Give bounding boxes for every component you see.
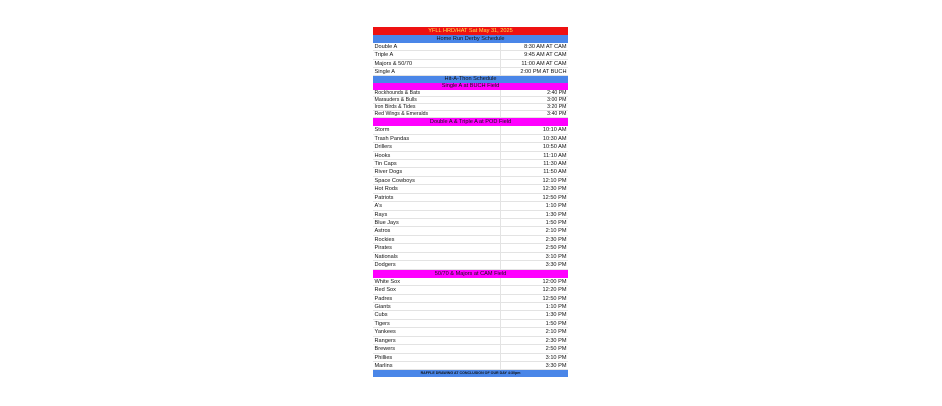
team-name: Nationals (373, 253, 501, 260)
time-slot: 12:50 PM (542, 295, 567, 302)
team-name: Cubs (373, 311, 501, 318)
table-row (373, 219, 568, 227)
time-slot: 9:45 AM AT CAM (524, 52, 567, 59)
team-name: Giants (373, 303, 501, 310)
time-slot: 11:00 AM AT CAM (521, 60, 567, 67)
majors-5070-header: 50/70 & Majors at CAM Field (373, 270, 568, 278)
time-slot: 3:20 PM (547, 104, 567, 111)
team-name: Red Wings & Emeralds (373, 111, 501, 117)
time-slot: 1:50 PM (545, 220, 567, 226)
table-row (373, 236, 568, 244)
raffle-footer: RAFFLE DRAWING AT CONCLUSION OF OUR DAY 4:30pm (373, 370, 568, 377)
majors-5070-table (373, 278, 568, 371)
team-name: Padres (373, 295, 501, 302)
team-name: Hooks (373, 152, 501, 159)
table-row (373, 337, 568, 345)
table-row (373, 295, 568, 303)
table-row (373, 354, 568, 362)
schedule-sheet (373, 27, 568, 377)
table-row (373, 362, 568, 370)
team-name: Rays (373, 211, 501, 218)
team-name: White Sox (373, 278, 501, 285)
table-row (373, 202, 568, 210)
team-name: Yankees (373, 328, 501, 335)
table-row (373, 90, 568, 97)
table-row (373, 211, 568, 219)
table-row (373, 68, 568, 76)
time-slot: 8:30 AM AT CAM (524, 44, 567, 50)
team-name: Pirates (373, 244, 501, 251)
team-name: Phillies (373, 354, 501, 361)
single-a-header: Single A at BUCH Field (373, 83, 568, 90)
time-slot: 2:00 PM AT BUCH (520, 68, 567, 75)
table-row (373, 328, 568, 336)
time-slot: 10:50 AM (542, 144, 567, 151)
team-name: Red Sox (373, 286, 501, 293)
team-name: Blue Jays (373, 219, 501, 226)
table-row (373, 261, 568, 269)
team-name: Storm (373, 126, 501, 133)
time-slot: 3:30 PM (545, 262, 567, 269)
team-name: Single A (373, 68, 501, 75)
time-slot: 2:10 PM (545, 228, 567, 235)
time-slot: 2:50 PM (545, 245, 567, 252)
table-row (373, 126, 568, 134)
table-row (373, 111, 568, 118)
table-row (373, 51, 568, 59)
time-slot: 3:30 PM (545, 363, 567, 369)
time-slot: 3:10 PM (545, 354, 567, 361)
single-a-table (373, 90, 568, 118)
table-row (373, 135, 568, 143)
team-name: Space Cowboys (373, 177, 501, 184)
table-row (373, 152, 568, 160)
time-slot: 12:20 PM (542, 287, 567, 294)
time-slot: 3:00 PM (547, 97, 567, 104)
time-slot: 2:50 PM (545, 346, 567, 353)
hrd-table (373, 43, 568, 76)
table-row (373, 244, 568, 252)
time-slot: 12:10 PM (542, 177, 567, 184)
table-row (373, 194, 568, 202)
team-name: Brewers (373, 345, 501, 352)
table-row (373, 185, 568, 193)
team-name: Double A (373, 43, 501, 50)
double-triple-a-header: Double A & Triple A at POD Field (373, 118, 568, 126)
time-slot: 1:50 PM (545, 320, 567, 327)
table-row (373, 104, 568, 111)
time-slot: 1:10 PM (545, 303, 567, 310)
time-slot: 12:50 PM (542, 194, 567, 201)
time-slot: 11:10 AM (543, 152, 567, 159)
time-slot: 1:10 PM (545, 203, 567, 210)
time-slot: 2:10 PM (545, 329, 567, 336)
hrd-header: Home Run Derby Schedule (373, 35, 568, 43)
table-row (373, 227, 568, 235)
team-name: Hot Rods (373, 185, 501, 192)
table-row (373, 177, 568, 185)
double-triple-a-table (373, 126, 568, 269)
time-slot: 1:30 PM (545, 211, 567, 218)
time-slot: 12:30 PM (542, 186, 567, 193)
hat-header: Hit-A-Thon Schedule (373, 76, 568, 83)
table-row (373, 320, 568, 328)
table-row (373, 253, 568, 261)
time-slot: 11:50 AM (543, 169, 567, 176)
team-name: Rangers (373, 337, 501, 344)
time-slot: 3:10 PM (545, 253, 567, 260)
table-row (373, 286, 568, 294)
table-row (373, 43, 568, 51)
team-name: River Dogs (373, 168, 501, 175)
time-slot: 3:40 PM (547, 111, 567, 118)
time-slot: 10:30 AM (542, 135, 567, 142)
team-name: Trash Pandas (373, 135, 501, 142)
table-row (373, 311, 568, 319)
table-row (373, 168, 568, 176)
table-row (373, 278, 568, 286)
team-name: Marlins (373, 362, 501, 369)
table-row (373, 143, 568, 151)
team-name: Iron Birds & Tides (373, 104, 501, 110)
time-slot: 2:30 PM (545, 337, 567, 344)
team-name: Astros (373, 227, 501, 234)
team-name: Rockies (373, 236, 501, 243)
time-slot: 11:30 AM (543, 160, 567, 167)
team-name: Majors & 50/70 (373, 60, 501, 67)
time-slot: 1:30 PM (545, 312, 567, 319)
time-slot: 12:00 PM (542, 278, 567, 285)
team-name: Drillers (373, 143, 501, 150)
time-slot: 2:40 PM (547, 90, 567, 97)
table-row (373, 303, 568, 311)
time-slot: 10:10 AM (542, 127, 567, 134)
team-name: Tin Caps (373, 160, 501, 167)
team-name: Rockhounds & Bats (373, 90, 501, 96)
table-row (373, 160, 568, 168)
team-name: Patriots (373, 194, 501, 201)
team-name: A's (373, 202, 501, 209)
team-name: Marauders & Bulls (373, 97, 501, 103)
table-row (373, 345, 568, 353)
sheet-title: YFLL HRD/HAT Sat May 31, 2025 (373, 27, 568, 35)
table-row (373, 60, 568, 68)
table-row (373, 97, 568, 104)
team-name: Triple A (373, 51, 501, 58)
team-name: Tigers (373, 320, 501, 327)
team-name: Dodgers (373, 261, 501, 268)
time-slot: 2:30 PM (545, 236, 567, 243)
